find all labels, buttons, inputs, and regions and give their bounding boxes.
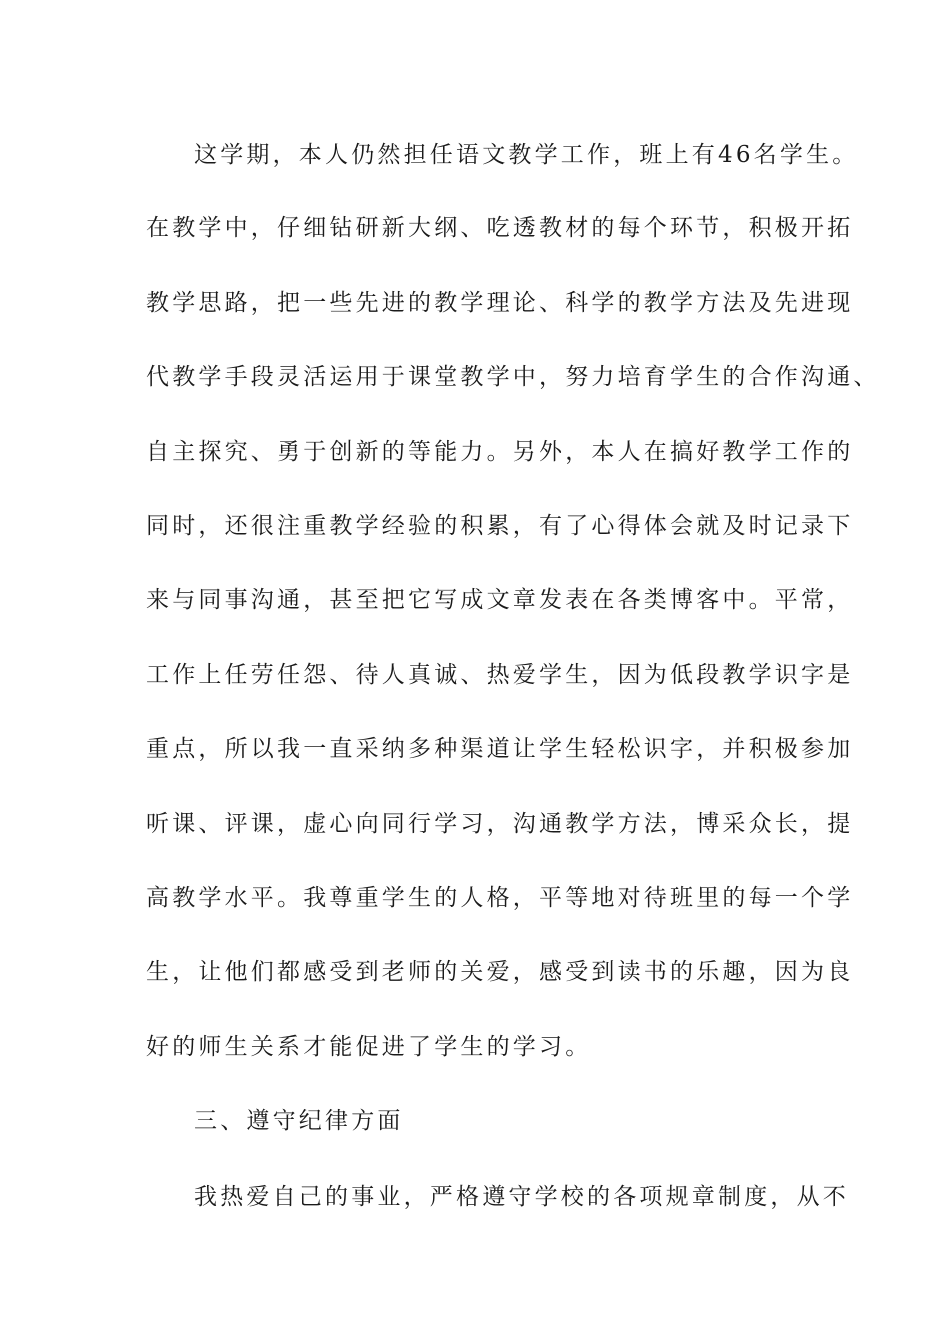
paragraph-line: 代教学手段灵活运用于课堂教学中，努力培育学生的合作沟通、 (146, 364, 880, 390)
paragraph-line: 听课、评课，虚心向同行学习，沟通教学方法，博采众长，提 (146, 811, 854, 837)
paragraph-line: 同时，还很注重教学经验的积累，有了心得体会就及时记录下 (146, 513, 854, 539)
paragraph-line: 教学思路，把一些先进的教学理论、科学的教学方法及先进现 (146, 290, 854, 316)
paragraph-line: 自主探究、勇于创新的等能力。另外，本人在搞好教学工作的 (146, 439, 854, 465)
section-heading: 三、遵守纪律方面 (194, 1108, 404, 1134)
paragraph-line: 我热爱自己的事业，严格遵守学校的各项规章制度，从不 (194, 1184, 849, 1210)
paragraph-line: 好的师生关系才能促进了学生的学习。 (146, 1034, 592, 1060)
paragraph-line: 工作上任劳任怨、待人真诚、热爱学生，因为低段教学识字是 (146, 662, 854, 688)
paragraph-line: 生，让他们都感受到老师的关爱，感受到读书的乐趣，因为良 (146, 959, 854, 985)
paragraph-line: 在教学中，仔细钻研新大纲、吃透教材的每个环节，积极开拓 (146, 215, 854, 241)
paragraph-line: 来与同事沟通，甚至把它写成文章发表在各类博客中。平常， (146, 587, 854, 613)
paragraph-line: 这学期，本人仍然担任语文教学工作，班上有46名学生。 (194, 142, 859, 168)
paragraph-line: 重点，所以我一直采纳多种渠道让学生轻松识字，并积极参加 (146, 736, 854, 762)
paragraph-line: 高教学水平。我尊重学生的人格，平等地对待班里的每一个学 (146, 885, 854, 911)
